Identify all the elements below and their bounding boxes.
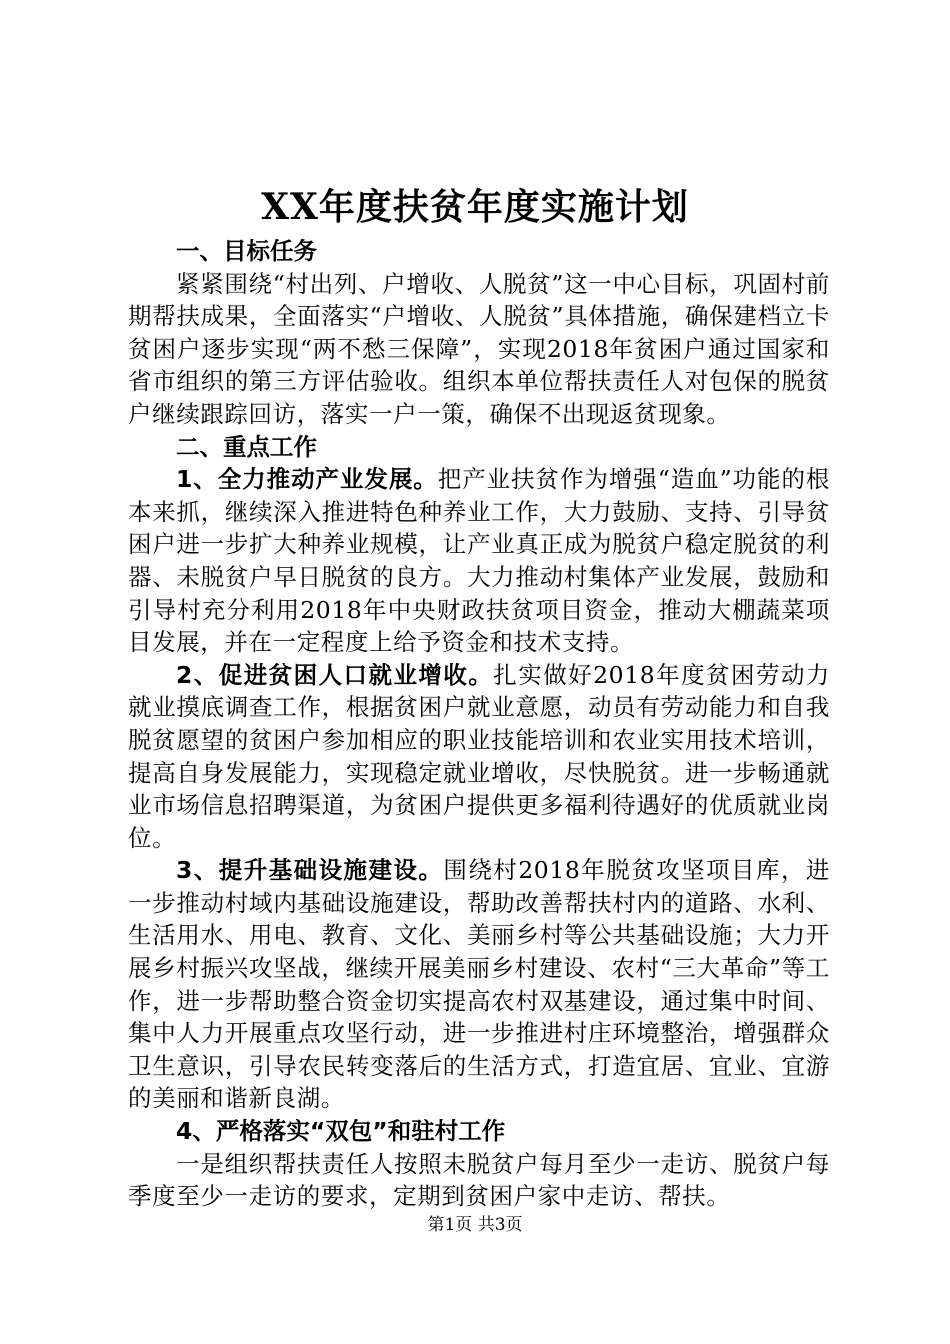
key-work-item-3 [128,854,830,1115]
item-2-lead: 2、促进贫困人口就业增收。 [176,660,494,689]
key-work-item-4-paragraph: 一是组织帮扶责任人按照未脱贫户每月至少一走访、脱贫户每季度至少一走访的要求，定期到贫困户家中走访、帮扶。 [128,1149,830,1211]
item-1-text: 把产业扶贫作为增强“造血”功能的根本来抓，继续深入推进特色种养业工作，大力鼓励、支持、引导贫困户进一步扩大种养业规模，让产业真正成为脱贫户稳定脱贫的利器、未脱贫户早日脱贫的良方。大力推动村集体产业发展，鼓励和引导村充分利用2018年中央财政扶贫项目资金，推动大棚蔬菜项目发展，并在一定程度上给予资金和技术支持。 [128,465,830,657]
key-work-item-4-heading: 4、严格落实“双包”和驻村工作 [176,1117,506,1146]
section-heading-goals: 一、目标任务 [176,237,317,265]
item-3-lead: 3、提升基础设施建设。 [176,856,444,885]
section-heading-key-work: 二、重点工作 [176,432,317,461]
key-work-item-2 [128,659,830,855]
item-2-text: 扎实做好2018年度贫困劳动力就业摸底调查工作，根据贫困户就业意愿，动员有劳动能力和自我脱贫愿望的贫困户参加相应的职业技能培训和农业实用技术培训，提高自身发展能力，实现稳定就业增收，尽快脱贫。进一步畅通就业市场信息招聘渠道，为贫困户提供更多福利待遇好的优质就业岗位。 [128,660,830,852]
document-body [128,235,830,1213]
document-title: XX年度扶贫年度实施计划 [261,186,689,228]
item-3-text: 围绕村2018年脱贫攻坚项目库，进一步推动村域内基础设施建设，帮助改善帮扶村内的道路、水利、生活用水、用电、教育、文化、美丽乡村等公共基础设施；大力开展乡村振兴攻坚战，继续开展美丽乡村建设、农村“三大革命”等工作，进一步帮助整合资金切实提高农村双基建设，通过集中时间、集中人力开展重点攻坚行动，进一步推进村庄环境整治，增强群众卫生意识，引导农民转变落后的生活方式，打造宜居、宜业、宜游的美丽和谐新良湖。 [128,856,831,1113]
key-work-item-1 [128,463,830,659]
item-1-lead: 1、全力推动产业发展。 [176,465,438,494]
page-footer: 第1页 共3页 [427,1215,523,1235]
goals-paragraph: 紧紧围绕“村出列、户增收、人脱贫”这一中心目标，巩固村前期帮扶成果，全面落实“户增收、人脱贫”具体措施，确保建档立卡贫困户逐步实现“两不愁三保障”，实现2018年贫困户通过国家和省市组织的第三方评估验收。组织本单位帮扶责任人对包保的脱贫户继续跟踪回访，落实一户一策，确保不出现返贫现象。 [128,269,830,428]
